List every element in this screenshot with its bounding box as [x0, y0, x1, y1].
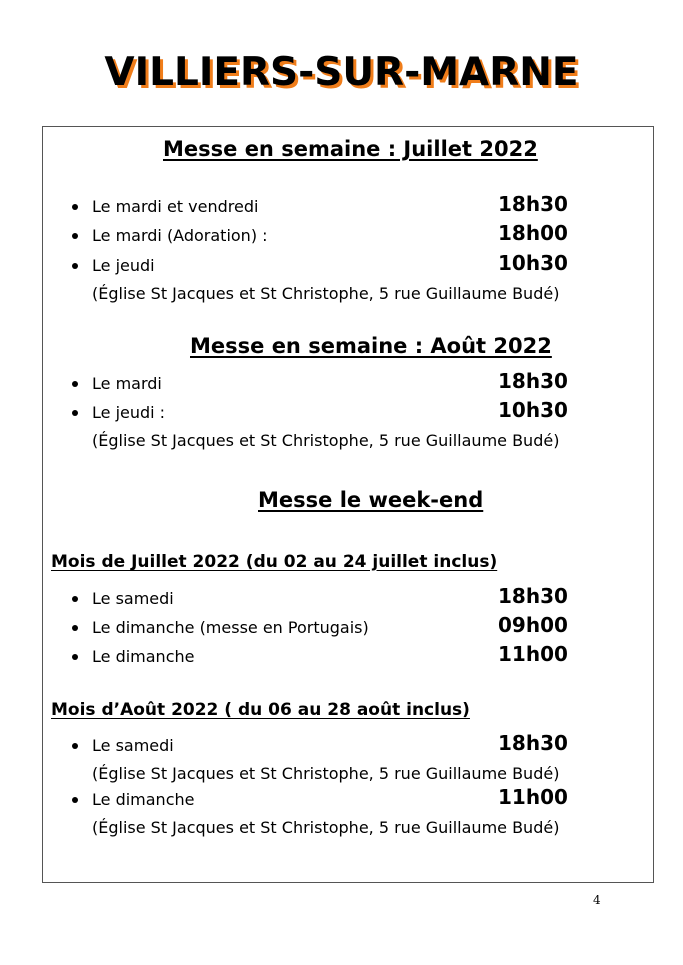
list-item [0, 369, 683, 402]
bullet-icon [72, 596, 78, 602]
mass-time: 18h30 [498, 192, 568, 216]
bullet-icon [72, 410, 78, 416]
page-number: 4 [593, 893, 601, 907]
mass-time: 10h30 [498, 251, 568, 275]
church-address-note: (Église St Jacques et St Christophe, 5 rue Guillaume Budé) [92, 764, 560, 783]
list-item [0, 642, 683, 675]
mass-time: 18h30 [498, 584, 568, 608]
bullet-icon [72, 797, 78, 803]
mass-time: 10h30 [498, 398, 568, 422]
bullet-icon [72, 625, 78, 631]
list-item [0, 584, 683, 617]
bullet-icon [72, 381, 78, 387]
mass-day-label: Le dimanche [92, 647, 195, 666]
page-title: VILLIERS-SUR-MARNE [104, 50, 579, 95]
mass-time: 18h30 [498, 731, 568, 755]
list-item [0, 785, 683, 818]
list-item [0, 221, 683, 254]
weekend-july-subheading: Mois de Juillet 2022 (du 02 au 24 juillet inclus) [51, 552, 498, 572]
bullet-icon [72, 204, 78, 210]
list-item [0, 613, 683, 646]
mass-day-label: Le dimanche [92, 790, 195, 809]
list-item [0, 398, 683, 431]
list-item [0, 731, 683, 764]
august-weekday-heading: Messe en semaine : Août 2022 [190, 334, 552, 358]
church-address-note: (Église St Jacques et St Christophe, 5 rue Guillaume Budé) [92, 818, 560, 837]
list-item [0, 251, 683, 284]
bullet-icon [72, 654, 78, 660]
bullet-icon [72, 263, 78, 269]
mass-time: 11h00 [498, 642, 568, 666]
mass-time: 11h00 [498, 785, 568, 809]
mass-day-label: Le dimanche (messe en Portugais) [92, 618, 369, 637]
mass-day-label: Le jeudi : [92, 403, 166, 422]
mass-time: 09h00 [498, 613, 568, 637]
church-address-note: (Église St Jacques et St Christophe, 5 rue Guillaume Budé) [92, 431, 560, 450]
mass-time: 18h30 [498, 369, 568, 393]
weekend-heading: Messe le week-end [258, 488, 484, 512]
mass-day-label: Le mardi [92, 374, 162, 393]
mass-day-label: Le mardi (Adoration) : [92, 226, 268, 245]
weekend-august-subheading: Mois d’Août 2022 ( du 06 au 28 août inclus) [51, 700, 470, 720]
mass-time: 18h00 [498, 221, 568, 245]
mass-day-label: Le samedi [92, 589, 174, 608]
bullet-icon [72, 233, 78, 239]
july-weekday-heading: Messe en semaine : Juillet 2022 [163, 137, 538, 161]
mass-day-label: Le mardi et vendredi [92, 197, 259, 216]
mass-day-label: Le jeudi [92, 256, 155, 275]
mass-day-label: Le samedi [92, 736, 174, 755]
church-address-note: (Église St Jacques et St Christophe, 5 rue Guillaume Budé) [92, 284, 560, 303]
bullet-icon [72, 743, 78, 749]
list-item [0, 192, 683, 225]
